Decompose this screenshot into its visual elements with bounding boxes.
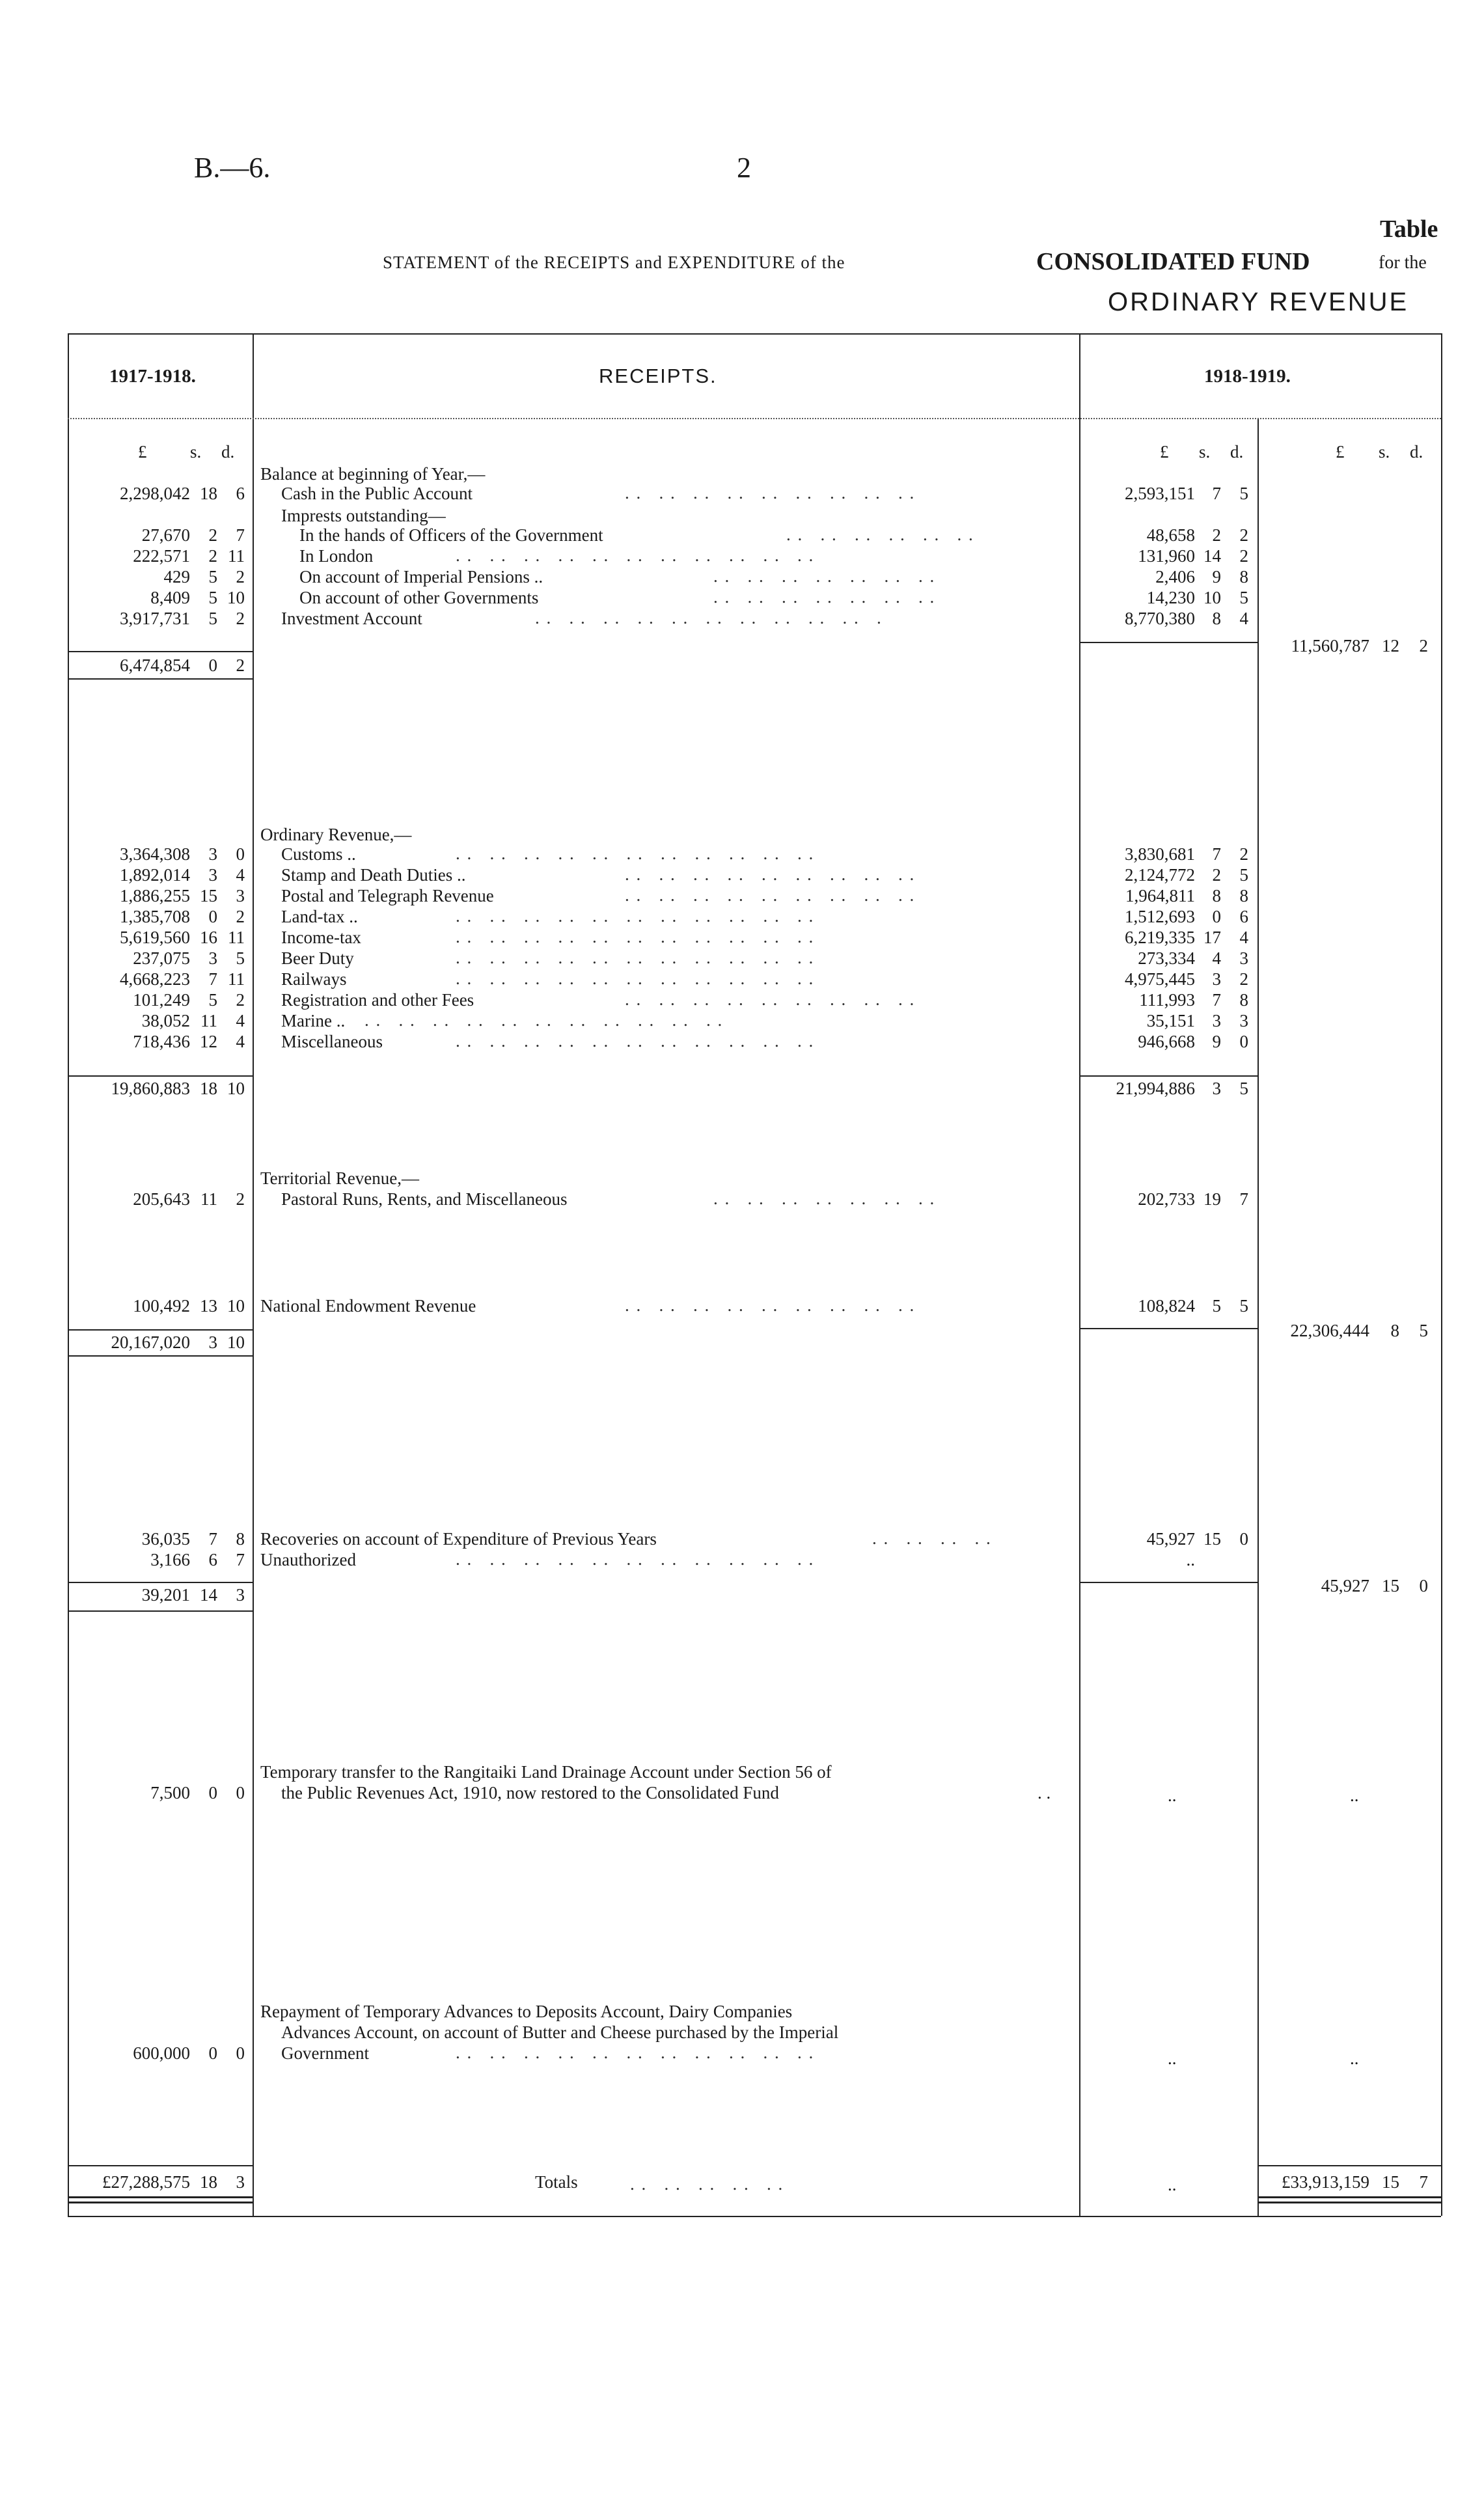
row-p1-pence: 4: [236, 1011, 245, 1030]
row-leader: . . . . . . . . . . . . . .: [713, 566, 947, 586]
row-p1-pence: 2: [236, 990, 245, 1010]
row-p2-pounds: 2,124,772: [1125, 865, 1195, 885]
rule-totals-p1-top: [69, 2165, 253, 2166]
column-rule-3: [1257, 419, 1259, 2216]
totals-p3-pence: 7: [1419, 2172, 1428, 2192]
repayment-p1-pounds: 600,000: [133, 2043, 190, 2063]
row-p2-pence: 7: [1239, 1189, 1248, 1209]
rule-revenue-p1: [69, 1329, 253, 1331]
row-p2-pounds: 35,151: [1146, 1011, 1195, 1030]
subtotal-balance-p1-pence: 2: [236, 656, 245, 675]
row-p1-pounds: 429: [163, 567, 190, 587]
row-p2-pounds: 131,960: [1138, 546, 1195, 566]
subtotal-balance-p3-shillings: 12: [1382, 636, 1399, 656]
row-leader: . . . . . . . . . . . . . . . . . . . . . .: [456, 545, 815, 565]
row-leader: . . . . . . . . . . . . . . . . . .: [625, 989, 921, 1009]
row-p2-pounds: 202,733: [1138, 1189, 1195, 1209]
page-reference: B.—6.: [194, 152, 271, 184]
subtotal-ordinary-p2-pounds: 21,994,886: [1116, 1079, 1195, 1098]
section-ordinary-title: Ordinary Revenue,—: [260, 825, 412, 844]
row-leader: . . . . . . . . . . . . . . . . . .: [625, 864, 921, 884]
rule-revenue-p2: [1080, 1328, 1257, 1329]
row-p2-pounds: 273,334: [1138, 948, 1195, 968]
row-p2-shillings: 5: [1212, 1296, 1221, 1316]
row-p2-pounds: 48,658: [1146, 525, 1195, 545]
column-rule-1: [253, 333, 254, 2216]
row-p1-pence: 11: [228, 969, 245, 989]
subtotal-ordinary-p1-pounds: 19,860,883: [111, 1079, 190, 1098]
row-p2-pence: 4: [1239, 609, 1248, 628]
header-receipts: RECEIPTS.: [599, 365, 717, 387]
row-p2-pounds: 8,770,380: [1125, 609, 1195, 628]
row-p1-pounds: 27,670: [141, 525, 190, 545]
row-leader: . . . . . . . .: [872, 1528, 1004, 1548]
subtotal-ordinary-p1-pence: 10: [227, 1079, 245, 1098]
row-p1-shillings: 12: [200, 1032, 217, 1051]
subtotal-revenue-p3-pounds: 22,306,444: [1290, 1321, 1369, 1340]
row-leader: . . . . . . . . . . . .: [786, 525, 974, 544]
subtotal-recoveries-p1-shillings: 14: [200, 1585, 217, 1605]
row-label: Marine ..: [281, 1011, 346, 1030]
transfer-p3: ..: [1350, 1786, 1359, 1805]
subtotal-ordinary-p1-shillings: 18: [200, 1079, 217, 1098]
row-p1-shillings: 6: [208, 1550, 217, 1569]
row-p2-pence: 5: [1239, 1296, 1248, 1316]
row-p2-shillings: 10: [1203, 588, 1221, 607]
row-p1-shillings: 15: [200, 886, 217, 905]
totals-p1-pence: 3: [236, 2172, 245, 2192]
subtotal-recoveries-p3-pence: 0: [1419, 1576, 1428, 1595]
rule-ordinary-p1: [69, 1075, 253, 1077]
subtotal-revenue-p3-shillings: 8: [1390, 1321, 1399, 1340]
row-p1-pence: 6: [236, 484, 245, 503]
section-imprests-title: Imprests outstanding—: [281, 506, 446, 525]
row-p1-pence: 2: [236, 907, 245, 926]
subtotal-balance-p3-pence: 2: [1419, 636, 1428, 656]
rule-totals-p3-top: [1259, 2165, 1441, 2166]
totals-label: Totals: [535, 2172, 578, 2192]
row-p2-shillings: 19: [1203, 1189, 1221, 1209]
row-label: Investment Account: [281, 609, 422, 628]
row-p1-shillings: 3: [208, 948, 217, 968]
section-territorial-title: Territorial Revenue,—: [260, 1168, 420, 1188]
row-p1-shillings: 5: [208, 609, 217, 628]
row-p1-shillings: 5: [208, 567, 217, 587]
row-p2-pounds: 14,230: [1146, 588, 1195, 607]
row-p1-pounds: 36,035: [141, 1529, 190, 1549]
row-leader: . . . . . . . . . . . . . . . . . . . . .: [535, 608, 888, 628]
row-p1-pence: 11: [228, 928, 245, 947]
row-p1-pence: 2: [236, 609, 245, 628]
currency-pence-2: d.: [1230, 442, 1244, 462]
row-p2-pence: 3: [1239, 948, 1248, 968]
row-label: Registration and other Fees: [281, 990, 474, 1010]
rule-balance-p2: [1080, 642, 1257, 643]
currency-pound-3: £: [1336, 442, 1345, 462]
row-p2-pence: 0: [1239, 1032, 1248, 1051]
row-p1-pounds: 1,385,708: [120, 907, 190, 926]
row-leader: . . . . . . . . . . . . . . . . . . . . . .: [456, 906, 815, 926]
row-leader: . . . . . . . . . . . . . . . . . . . . . .: [456, 844, 815, 863]
row-p1-shillings: 7: [208, 969, 217, 989]
statement-title-c: for the: [1379, 253, 1427, 273]
repayment-p2: ..: [1168, 2049, 1177, 2068]
row-label: Income-tax: [281, 928, 361, 947]
totals-leader: . . . . . . . . . .: [630, 2174, 784, 2194]
row-p2-pence: 2: [1239, 969, 1248, 989]
subtotal-revenue-p1-shillings: 3: [208, 1332, 217, 1352]
row-p1-pounds: 2,298,042: [120, 484, 190, 503]
row-p2-shillings: 14: [1203, 546, 1221, 566]
row-p1-shillings: 13: [200, 1296, 217, 1316]
row-p2-pence: 8: [1239, 567, 1248, 587]
row-p2-pounds: 45,927: [1146, 1529, 1195, 1549]
subtotal-revenue-p1-pounds: 20,167,020: [111, 1332, 190, 1352]
row-p2-pence: 5: [1239, 865, 1248, 885]
subtotal-recoveries-p3-shillings: 15: [1382, 1576, 1399, 1595]
rule-ordinary-p2: [1080, 1075, 1257, 1077]
row-label: Customs ..: [281, 844, 356, 864]
subtotal-recoveries-p3-pounds: 45,927: [1321, 1576, 1369, 1595]
row-p1-pounds: 3,166: [150, 1550, 190, 1569]
totals-p3-shillings: 15: [1382, 2172, 1399, 2192]
row-p2-pounds: 111,993: [1139, 990, 1195, 1010]
row-p1-shillings: 11: [200, 1011, 217, 1030]
row-p2-shillings: 3: [1212, 969, 1221, 989]
subtotal-revenue-p3-pence: 5: [1419, 1321, 1428, 1340]
currency-pound-2: £: [1160, 442, 1169, 462]
row-leader: . . . . . . . . . . . . . . . . . . . . . .: [456, 948, 815, 967]
row-leader: . . . . . . . . . . . . . . . . . . . . . .: [456, 969, 815, 988]
row-p2-pence: 6: [1239, 907, 1248, 926]
row-p2-pence: 2: [1239, 525, 1248, 545]
row-p1-pence: 11: [228, 546, 245, 566]
row-p1-pounds: 222,571: [133, 546, 190, 566]
row-p2-pence: 2: [1239, 546, 1248, 566]
table-label: Table: [1380, 215, 1438, 243]
row-p1-pounds: 3,917,731: [120, 609, 190, 628]
row-leader: . . . . . . . . . . . . . . . . . .: [625, 1295, 921, 1315]
row-p2-pounds: 2,406: [1155, 567, 1195, 587]
row-p1-pounds: 3,364,308: [120, 844, 190, 864]
table-bottom-rule: [68, 2216, 1441, 2217]
row-label: On account of Imperial Pensions ..: [299, 567, 543, 587]
row-label: Railways: [281, 969, 347, 989]
repayment-leader: . . . . . . . . . . . . . . . . . . . . . .: [456, 2043, 815, 2062]
subtotal-balance-p3-pounds: 11,560,787: [1291, 636, 1369, 656]
repayment-p1-pence: 0: [236, 2043, 245, 2063]
row-label: On account of other Governments: [299, 588, 539, 607]
row-p2-shillings: 2: [1212, 865, 1221, 885]
row-p2-pence: 8: [1239, 990, 1248, 1010]
transfer-leader: . .: [1037, 1783, 1051, 1802]
row-p1-pence: 10: [227, 588, 245, 607]
row-p2-pounds: ..: [1186, 1550, 1195, 1569]
currency-pence-3: d.: [1410, 442, 1423, 462]
row-p2-pence: 2: [1239, 844, 1248, 864]
transfer-p1-shillings: 0: [208, 1783, 217, 1802]
rule-totals-p1-double-b: [69, 2202, 253, 2203]
subtotal-ordinary-p2-shillings: 3: [1212, 1079, 1221, 1098]
rule-balance-p1: [69, 651, 253, 652]
row-p2-pounds: 6,219,335: [1125, 928, 1195, 947]
row-p2-shillings: 9: [1212, 567, 1221, 587]
row-leader: . . . . . . . . . . . . . . . . . .: [625, 483, 921, 503]
repayment-line-1: Repayment of Temporary Advances to Deposits Account, Dairy Companies: [260, 2002, 793, 2021]
row-p1-pence: 2: [236, 1189, 245, 1209]
subtotal-revenue-p1-pence: 10: [227, 1332, 245, 1352]
currency-pound-1: £: [138, 442, 147, 462]
subtotal-balance-p1-pounds: 6,474,854: [120, 656, 190, 675]
row-p2-pence: 5: [1239, 588, 1248, 607]
row-label: Unauthorized: [260, 1550, 356, 1569]
rule-recoveries-p1-under: [69, 1610, 253, 1612]
row-p2-pence: 4: [1239, 928, 1248, 947]
row-p2-shillings: 7: [1212, 844, 1221, 864]
rule-revenue-p1-under: [69, 1355, 253, 1357]
row-label: In London: [299, 546, 374, 566]
totals-p1-shillings: 18: [200, 2172, 217, 2192]
row-p1-shillings: 3: [208, 865, 217, 885]
row-label: Postal and Telegraph Revenue: [281, 886, 494, 905]
row-p1-pence: 2: [236, 567, 245, 587]
row-p1-shillings: 16: [200, 928, 217, 947]
currency-shillings-3: s.: [1379, 442, 1390, 462]
row-p1-shillings: 5: [208, 990, 217, 1010]
row-p1-pounds: 100,492: [133, 1296, 190, 1316]
currency-pence-1: d.: [221, 442, 235, 462]
row-leader: . . . . . . . . . . . . . . . . . .: [625, 885, 921, 905]
page-number: 2: [737, 152, 751, 184]
row-p2-pence: 3: [1239, 1011, 1248, 1030]
row-p2-shillings: 3: [1212, 1011, 1221, 1030]
rule-recoveries-p2: [1080, 1582, 1257, 1583]
row-p1-shillings: 2: [208, 546, 217, 566]
row-label: Cash in the Public Account: [281, 484, 473, 503]
row-p1-pence: 0: [236, 844, 245, 864]
row-label: In the hands of Officers of the Government: [299, 525, 603, 545]
table-right-rule: [1441, 333, 1442, 2216]
statement-title-a: STATEMENT of the RECEIPTS and EXPENDITURE of the: [383, 253, 845, 272]
row-p1-shillings: 7: [208, 1529, 217, 1549]
statement-title-b: CONSOLIDATED FUND: [1036, 248, 1310, 275]
row-p2-shillings: 4: [1212, 948, 1221, 968]
row-p2-shillings: 8: [1212, 609, 1221, 628]
row-label: National Endowment Revenue: [260, 1296, 476, 1316]
row-p2-pounds: 2,593,151: [1125, 484, 1195, 503]
row-label: Miscellaneous: [281, 1032, 383, 1051]
row-p2-pounds: 1,964,811: [1125, 886, 1195, 905]
row-p1-pounds: 5,619,560: [120, 928, 190, 947]
row-leader: . . . . . . . . . . . . . . . . . . . . . .: [456, 1031, 815, 1051]
subtotal-recoveries-p1-pence: 3: [236, 1585, 245, 1605]
subtotal-balance-p1-shillings: 0: [208, 656, 217, 675]
rule-totals-p1-double-a: [69, 2196, 253, 2198]
rule-recoveries-p1: [69, 1582, 253, 1583]
row-p1-pence: 4: [236, 865, 245, 885]
row-p2-pounds: 108,824: [1138, 1296, 1195, 1316]
currency-shillings-2: s.: [1199, 442, 1211, 462]
row-label: Beer Duty: [281, 948, 354, 968]
row-p2-shillings: 15: [1203, 1529, 1221, 1549]
totals-p2: ..: [1168, 2175, 1177, 2194]
row-p2-pence: 0: [1239, 1529, 1248, 1549]
rule-totals-p3-double-b: [1259, 2202, 1441, 2203]
row-p1-pounds: 101,249: [133, 990, 190, 1010]
subtotal-recoveries-p1-pounds: 39,201: [141, 1585, 190, 1605]
transfer-p2: ..: [1168, 1786, 1177, 1805]
row-p1-pence: 4: [236, 1032, 245, 1051]
repayment-line-3: Government: [281, 2043, 369, 2063]
row-p1-pounds: 38,052: [141, 1011, 190, 1030]
row-p1-shillings: 3: [208, 844, 217, 864]
transfer-line-2: the Public Revenues Act, 1910, now restored to the Consolidated Fund: [281, 1783, 779, 1802]
repayment-p3: ..: [1350, 2049, 1359, 2068]
header-dotted-rule: [68, 418, 1441, 419]
section-balance-title: Balance at beginning of Year,—: [260, 464, 486, 484]
transfer-p1-pounds: 7,500: [150, 1783, 190, 1802]
row-p1-pounds: 8,409: [150, 588, 190, 607]
row-p1-pence: 10: [227, 1296, 245, 1316]
row-p1-shillings: 11: [200, 1189, 217, 1209]
row-p1-pence: 7: [236, 525, 245, 545]
row-p2-pounds: 1,512,693: [1125, 907, 1195, 926]
row-p1-pence: 3: [236, 886, 245, 905]
row-leader: . . . . . . . . . . . . . . . . . . . . . .: [456, 927, 815, 946]
row-p1-pounds: 1,886,255: [120, 886, 190, 905]
row-p2-shillings: 8: [1212, 886, 1221, 905]
row-p2-shillings: 0: [1212, 907, 1221, 926]
currency-shillings-1: s.: [190, 442, 202, 462]
totals-p1-pounds: £27,288,575: [102, 2172, 190, 2192]
row-p2-shillings: 2: [1212, 525, 1221, 545]
row-p1-pounds: 237,075: [133, 948, 190, 968]
rule-balance-p1-under: [69, 678, 253, 680]
row-leader: . . . . . . . . . . . . . .: [713, 1189, 947, 1208]
statement-subtitle: ORDINARY REVENUE: [1108, 288, 1409, 316]
row-p2-pounds: 4,975,445: [1125, 969, 1195, 989]
repayment-p1-shillings: 0: [208, 2043, 217, 2063]
row-p2-pounds: 946,668: [1138, 1032, 1195, 1051]
row-leader: . . . . . . . . . . . . . . . . . . . . . .: [456, 1549, 815, 1569]
row-p1-pounds: 718,436: [133, 1032, 190, 1051]
row-p1-pounds: 205,643: [133, 1189, 190, 1209]
transfer-line-1: Temporary transfer to the Rangitaiki Land Drainage Account under Section 56 of: [260, 1762, 832, 1782]
row-p1-pence: 5: [236, 948, 245, 968]
rule-totals-p3-double-a: [1259, 2196, 1441, 2198]
row-p2-shillings: 7: [1212, 990, 1221, 1010]
row-p1-pence: 7: [236, 1550, 245, 1569]
row-p2-pence: 8: [1239, 886, 1248, 905]
row-label: Stamp and Death Duties ..: [281, 865, 466, 885]
row-label: Land-tax ..: [281, 907, 358, 926]
row-p1-shillings: 5: [208, 588, 217, 607]
row-p2-pounds: 3,830,681: [1125, 844, 1195, 864]
row-label: Pastoral Runs, Rents, and Miscellaneous: [281, 1189, 568, 1209]
row-p1-pence: 8: [236, 1529, 245, 1549]
totals-p3-pounds: £33,913,159: [1282, 2172, 1369, 2192]
row-p1-shillings: 0: [208, 907, 217, 926]
transfer-p1-pence: 0: [236, 1783, 245, 1802]
header-year-1918: 1918-1919.: [1204, 366, 1291, 387]
row-p2-shillings: 9: [1212, 1032, 1221, 1051]
table-top-rule: [68, 333, 1441, 335]
row-p2-pence: 5: [1239, 484, 1248, 503]
row-p1-pounds: 4,668,223: [120, 969, 190, 989]
repayment-line-2: Advances Account, on account of Butter and Cheese purchased by the Imperial: [281, 2023, 839, 2042]
row-leader: . . . . . . . . . . . . . . . . . . . . . .: [364, 1010, 724, 1030]
row-p1-shillings: 18: [200, 484, 217, 503]
row-leader: . . . . . . . . . . . . . .: [713, 587, 947, 607]
header-year-1917: 1917-1918.: [109, 366, 196, 387]
row-p2-shillings: 7: [1212, 484, 1221, 503]
subtotal-ordinary-p2-pence: 5: [1239, 1079, 1248, 1098]
row-label: Recoveries on account of Expenditure of Previous Years: [260, 1529, 657, 1549]
row-p1-pounds: 1,892,014: [120, 865, 190, 885]
row-p1-shillings: 2: [208, 525, 217, 545]
row-p2-shillings: 17: [1203, 928, 1221, 947]
